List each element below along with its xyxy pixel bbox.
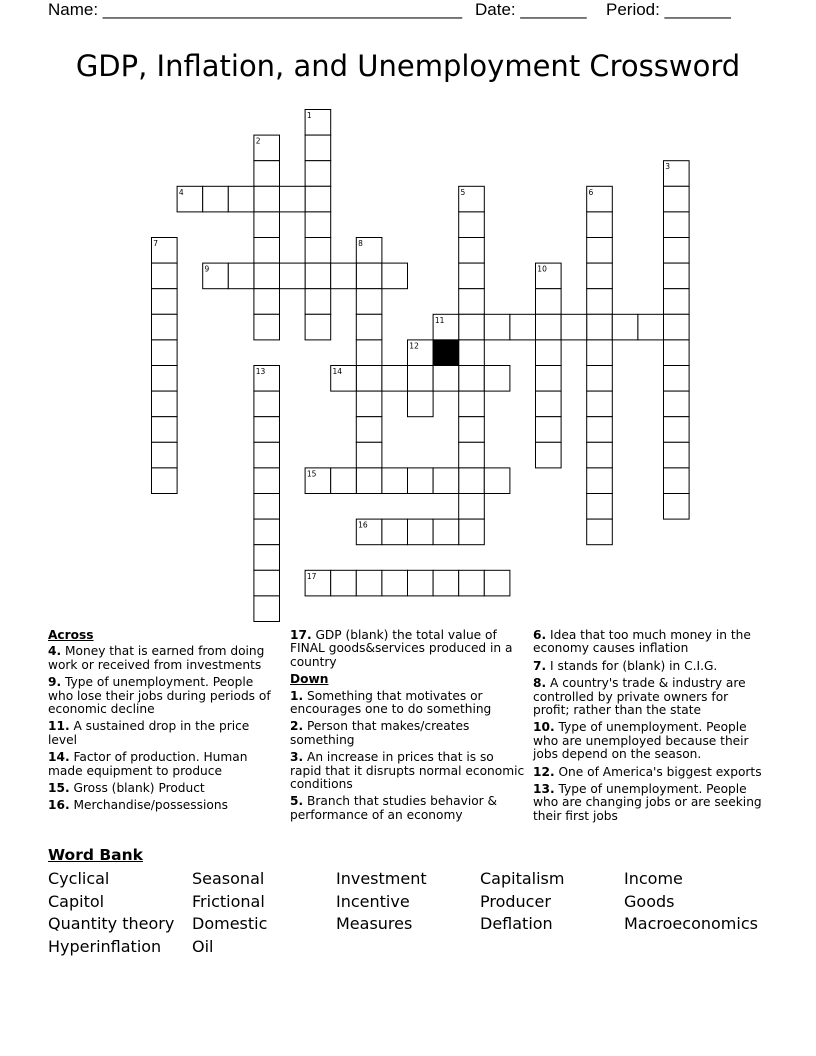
grid-cell[interactable]: [587, 442, 613, 468]
grid-cell[interactable]: [331, 570, 357, 596]
grid-cell[interactable]: [638, 314, 664, 340]
clue-text: Person that makes/creates something: [290, 719, 470, 747]
clue-text: Money that is earned from doing work or received from investments: [48, 644, 265, 672]
clue-number-2: 2: [255, 136, 261, 146]
clue-number-6: 6: [588, 187, 594, 197]
clue-number: 6.: [533, 628, 547, 642]
grid-cell[interactable]: [254, 212, 280, 238]
clue-number-17: 17: [306, 571, 317, 581]
grid-cell[interactable]: [152, 442, 178, 468]
grid-cell[interactable]: [152, 417, 178, 443]
clue-text: Type of unemployment. People who are unemployed because their jobs depend on the season.: [533, 720, 749, 762]
grid-cell[interactable]: [408, 519, 434, 545]
clue-text: Type of unemployment. People who lose their jobs during periods of economic decline: [48, 675, 271, 717]
grid-cell[interactable]: [356, 289, 382, 315]
clue-down: [533, 677, 765, 717]
clue-number-16: 16: [358, 520, 368, 530]
grid-cell[interactable]: [664, 186, 690, 212]
grid-cell[interactable]: [228, 186, 254, 212]
grid-cell[interactable]: [254, 289, 280, 315]
grid-cell[interactable]: [382, 519, 408, 545]
clue-down: [533, 721, 765, 761]
grid-cell[interactable]: [305, 289, 331, 315]
grid-cell[interactable]: [459, 314, 485, 340]
grid-cell[interactable]: [382, 468, 408, 494]
clue-number: 1.: [290, 688, 304, 703]
word-bank-column: [48, 868, 174, 958]
clue-number-12: 12: [409, 341, 419, 351]
clue-number-11: 11: [434, 315, 445, 325]
clue-across: [48, 676, 276, 716]
clue-across: [48, 645, 276, 672]
grid-cell[interactable]: [664, 263, 690, 289]
grid-cell[interactable]: [356, 263, 382, 289]
grid-cell[interactable]: [587, 391, 613, 417]
grid-cell[interactable]: [459, 570, 485, 596]
clue-number-4: 4: [178, 187, 184, 197]
word-bank-word: Capitalism: [480, 869, 565, 888]
grid-cell[interactable]: [408, 468, 434, 494]
grid-cell[interactable]: [254, 570, 280, 596]
word-bank-word: Income: [624, 869, 683, 888]
name-field-label[interactable]: Name: ______________________________________: [48, 0, 463, 19]
grid-cell[interactable]: [484, 314, 510, 340]
grid-cell[interactable]: [356, 442, 382, 468]
clue-down: [290, 720, 526, 747]
clue-number: 11.: [48, 719, 70, 734]
grid-cell[interactable]: [459, 391, 485, 417]
grid-cell[interactable]: [433, 468, 459, 494]
grid-cell[interactable]: [280, 263, 306, 289]
word-bank-word: Seasonal: [192, 869, 265, 888]
clue-down: [533, 783, 765, 823]
grid-cell[interactable]: [459, 289, 485, 315]
word-bank-word: Oil: [192, 936, 214, 956]
grid-cell[interactable]: [254, 238, 280, 264]
clue-number-13: 13: [255, 367, 266, 376]
grid-cell[interactable]: [152, 468, 178, 494]
clue-text: A sustained drop in the price level: [48, 719, 250, 747]
grid-cell[interactable]: [305, 135, 331, 161]
grid-cell[interactable]: [664, 238, 690, 264]
clue-down: [290, 795, 526, 822]
word-bank-word: Measures: [336, 914, 413, 933]
grid-cell[interactable]: [382, 570, 408, 596]
clue-down: [533, 660, 765, 673]
clue-number-1: 1: [306, 111, 312, 120]
clue-across: [290, 629, 526, 669]
clue-number: 8.: [533, 676, 547, 691]
grid-cell[interactable]: [536, 340, 562, 366]
clue-text: A country's trade & industry are controlled by private owners for profit; rather than the state: [533, 676, 746, 718]
grid-cell[interactable]: [254, 545, 280, 571]
clue-number-3: 3: [665, 162, 671, 172]
grid-cell[interactable]: [356, 570, 382, 596]
grid-cell[interactable]: [536, 366, 562, 392]
clue-down: [290, 751, 526, 791]
grid-cell[interactable]: [356, 340, 382, 366]
grid-cell[interactable]: [305, 238, 331, 264]
clue-text: An increase in prices that is so rapid that it disrupts normal economic conditions: [290, 750, 525, 792]
grid-cell[interactable]: [254, 596, 280, 622]
clue-number: 16.: [48, 798, 70, 813]
clue-number-8: 8: [358, 239, 363, 248]
grid-cell[interactable]: [664, 212, 690, 238]
grid-cell[interactable]: [280, 186, 306, 212]
grid-cell[interactable]: [254, 442, 280, 468]
grid-cell[interactable]: [664, 494, 690, 520]
clue-text: Factor of production. Human made equipment to produce: [48, 750, 248, 778]
grid-cell[interactable]: [459, 494, 485, 520]
word-bank-word: Investment: [336, 869, 427, 888]
grid-cell[interactable]: [459, 212, 485, 238]
period-field-label[interactable]: Period: _______: [606, 0, 731, 19]
grid-cell[interactable]: [484, 570, 510, 596]
grid-cell[interactable]: [356, 314, 382, 340]
word-bank-word: Hyperinflation: [48, 936, 162, 956]
clue-number: 14.: [48, 750, 70, 765]
grid-cell[interactable]: [536, 442, 562, 468]
clue-number-10: 10: [537, 264, 547, 274]
grid-cell[interactable]: [587, 494, 613, 520]
grid-cell[interactable]: [433, 366, 459, 392]
clue-text: GDP (blank) the total value of FINAL goods&services produced in a country: [290, 628, 513, 669]
grid-cell[interactable]: [459, 366, 485, 392]
word-bank-column: [336, 868, 427, 936]
clue-text: One of America's biggest exports: [554, 764, 762, 779]
clue-number: 2.: [290, 719, 304, 734]
grid-cell[interactable]: [305, 212, 331, 238]
clue-text: Branch that studies behavior & performance of an economy: [290, 794, 498, 822]
grid-cell[interactable]: [408, 366, 434, 392]
grid-cell[interactable]: [254, 186, 280, 212]
grid-cell[interactable]: [587, 238, 613, 264]
grid-cell[interactable]: [433, 519, 459, 545]
grid-cell[interactable]: [382, 263, 408, 289]
grid-cell[interactable]: [587, 212, 613, 238]
word-bank-word: Deflation: [480, 914, 553, 933]
grid-cell[interactable]: [612, 314, 638, 340]
grid-cell[interactable]: [536, 417, 562, 443]
grid-cell[interactable]: [382, 366, 408, 392]
grid-cell[interactable]: [664, 417, 690, 443]
grid-cell[interactable]: [664, 289, 690, 315]
clue-text: Type of unemployment. People who are changing jobs or are seeking their first jobs: [533, 782, 762, 823]
grid-cell[interactable]: [587, 340, 613, 366]
clue-down: [290, 690, 526, 717]
grid-cell[interactable]: [254, 417, 280, 443]
clue-text: Gross (blank) Product: [69, 781, 205, 796]
word-bank-title: Word Bank: [48, 846, 143, 864]
grid-cell[interactable]: [254, 519, 280, 545]
grid-cell[interactable]: [561, 314, 587, 340]
grid-cell[interactable]: [510, 314, 536, 340]
word-bank-column: [192, 868, 267, 958]
grid-cell[interactable]: [305, 314, 331, 340]
grid-cell[interactable]: [459, 519, 485, 545]
clues-column-3: [533, 629, 765, 827]
grid-cell[interactable]: [254, 263, 280, 289]
word-bank-word: Incentive: [336, 891, 410, 911]
clue-number: 12.: [533, 764, 555, 779]
clue-across: [48, 751, 276, 778]
grid-cell[interactable]: [484, 366, 510, 392]
grid-cell[interactable]: [356, 391, 382, 417]
grid-cell[interactable]: [305, 263, 331, 289]
grid-cell[interactable]: [459, 468, 485, 494]
grid-cell[interactable]: [152, 340, 178, 366]
grid-cell[interactable]: [152, 263, 178, 289]
word-bank-word: Quantity theory: [48, 914, 175, 933]
grid-cell[interactable]: [408, 391, 434, 417]
grid-cell[interactable]: [459, 263, 485, 289]
grid-cell[interactable]: [356, 417, 382, 443]
across-heading: Across: [48, 628, 94, 642]
clue-number-5: 5: [460, 187, 466, 197]
clue-across: [48, 720, 276, 747]
word-bank-word: Capitol: [48, 891, 105, 911]
grid-cell[interactable]: [152, 366, 178, 392]
grid-cell[interactable]: [228, 263, 254, 289]
word-bank-word: Frictional: [192, 891, 265, 911]
clues-column-2: [290, 629, 526, 826]
grid-cell[interactable]: [459, 340, 485, 366]
grid-cell[interactable]: [459, 238, 485, 264]
clue-down: [533, 766, 765, 779]
grid-cell[interactable]: [664, 442, 690, 468]
grid-cell[interactable]: [203, 186, 229, 212]
word-bank-column: [480, 868, 564, 936]
grid-cell[interactable]: [587, 289, 613, 315]
grid-cell[interactable]: [459, 417, 485, 443]
grid-cell[interactable]: [254, 468, 280, 494]
grid-cell[interactable]: [305, 186, 331, 212]
clue-down: [533, 629, 765, 656]
grid-cell[interactable]: [433, 570, 459, 596]
grid-cell[interactable]: [664, 314, 690, 340]
clue-number-14: 14: [332, 367, 343, 376]
grid-cell[interactable]: [254, 161, 280, 187]
clue-across: [48, 782, 276, 795]
grid-cell[interactable]: [587, 468, 613, 494]
word-bank-word: Goods: [624, 891, 675, 911]
grid-cell-black: [433, 340, 459, 366]
grid-cell[interactable]: [587, 263, 613, 289]
grid-cell[interactable]: [587, 417, 613, 443]
clue-text: Something that motivates or encourages one to do something: [290, 688, 492, 717]
grid-cell[interactable]: [331, 263, 357, 289]
clues-column-1: [48, 629, 276, 817]
grid-cell[interactable]: [305, 161, 331, 187]
clue-number: 15.: [48, 781, 70, 796]
down-heading: Down: [290, 672, 329, 687]
grid-cell[interactable]: [254, 314, 280, 340]
clue-number: 5.: [290, 794, 304, 809]
word-bank-word: Domestic: [192, 914, 268, 933]
clue-text: Merchandise/possessions: [69, 798, 228, 813]
grid-cell[interactable]: [664, 340, 690, 366]
clue-text: Idea that too much money in the economy causes inflation: [533, 628, 751, 656]
clue-number: 13.: [533, 782, 555, 797]
word-bank-word: Producer: [480, 891, 551, 911]
grid-cell[interactable]: [587, 519, 613, 545]
grid-cell[interactable]: [536, 314, 562, 340]
grid-cell[interactable]: [536, 391, 562, 417]
date-field-label[interactable]: Date: _______: [475, 0, 587, 19]
clue-number: 10.: [533, 720, 555, 735]
word-bank-column: [624, 868, 758, 936]
clue-number-7: 7: [153, 239, 159, 248]
clue-number: 17.: [290, 628, 312, 642]
word-bank-word: Macroeconomics: [624, 914, 758, 933]
clue-number: 9.: [48, 675, 62, 690]
grid-cell[interactable]: [356, 468, 382, 494]
grid-cell[interactable]: [459, 442, 485, 468]
grid-cell[interactable]: [152, 314, 178, 340]
word-bank-word: Cyclical: [48, 869, 110, 888]
grid-cell[interactable]: [408, 570, 434, 596]
grid-cell[interactable]: [331, 468, 357, 494]
grid-cell[interactable]: [254, 494, 280, 520]
grid-cell[interactable]: [664, 468, 690, 494]
clue-number: 7.: [533, 658, 547, 673]
grid-cell[interactable]: [484, 468, 510, 494]
clue-number-9: 9: [204, 264, 210, 274]
grid-cell[interactable]: [536, 289, 562, 315]
grid-cell[interactable]: [587, 314, 613, 340]
grid-cell[interactable]: [664, 391, 690, 417]
clue-across: [48, 799, 276, 812]
grid-cell[interactable]: [356, 366, 382, 392]
page-title: GDP, Inflation, and Unemployment Crossword: [75, 49, 741, 83]
clue-number-15: 15: [306, 469, 317, 479]
grid-cell[interactable]: [664, 366, 690, 392]
clue-number: 4.: [48, 644, 62, 659]
clue-number: 3.: [290, 750, 304, 765]
grid-cell[interactable]: [254, 391, 280, 417]
grid-cell[interactable]: [152, 289, 178, 315]
grid-cell[interactable]: [587, 366, 613, 392]
clue-text: I stands for (blank) in C.I.G.: [546, 658, 718, 673]
grid-cell[interactable]: [152, 391, 178, 417]
